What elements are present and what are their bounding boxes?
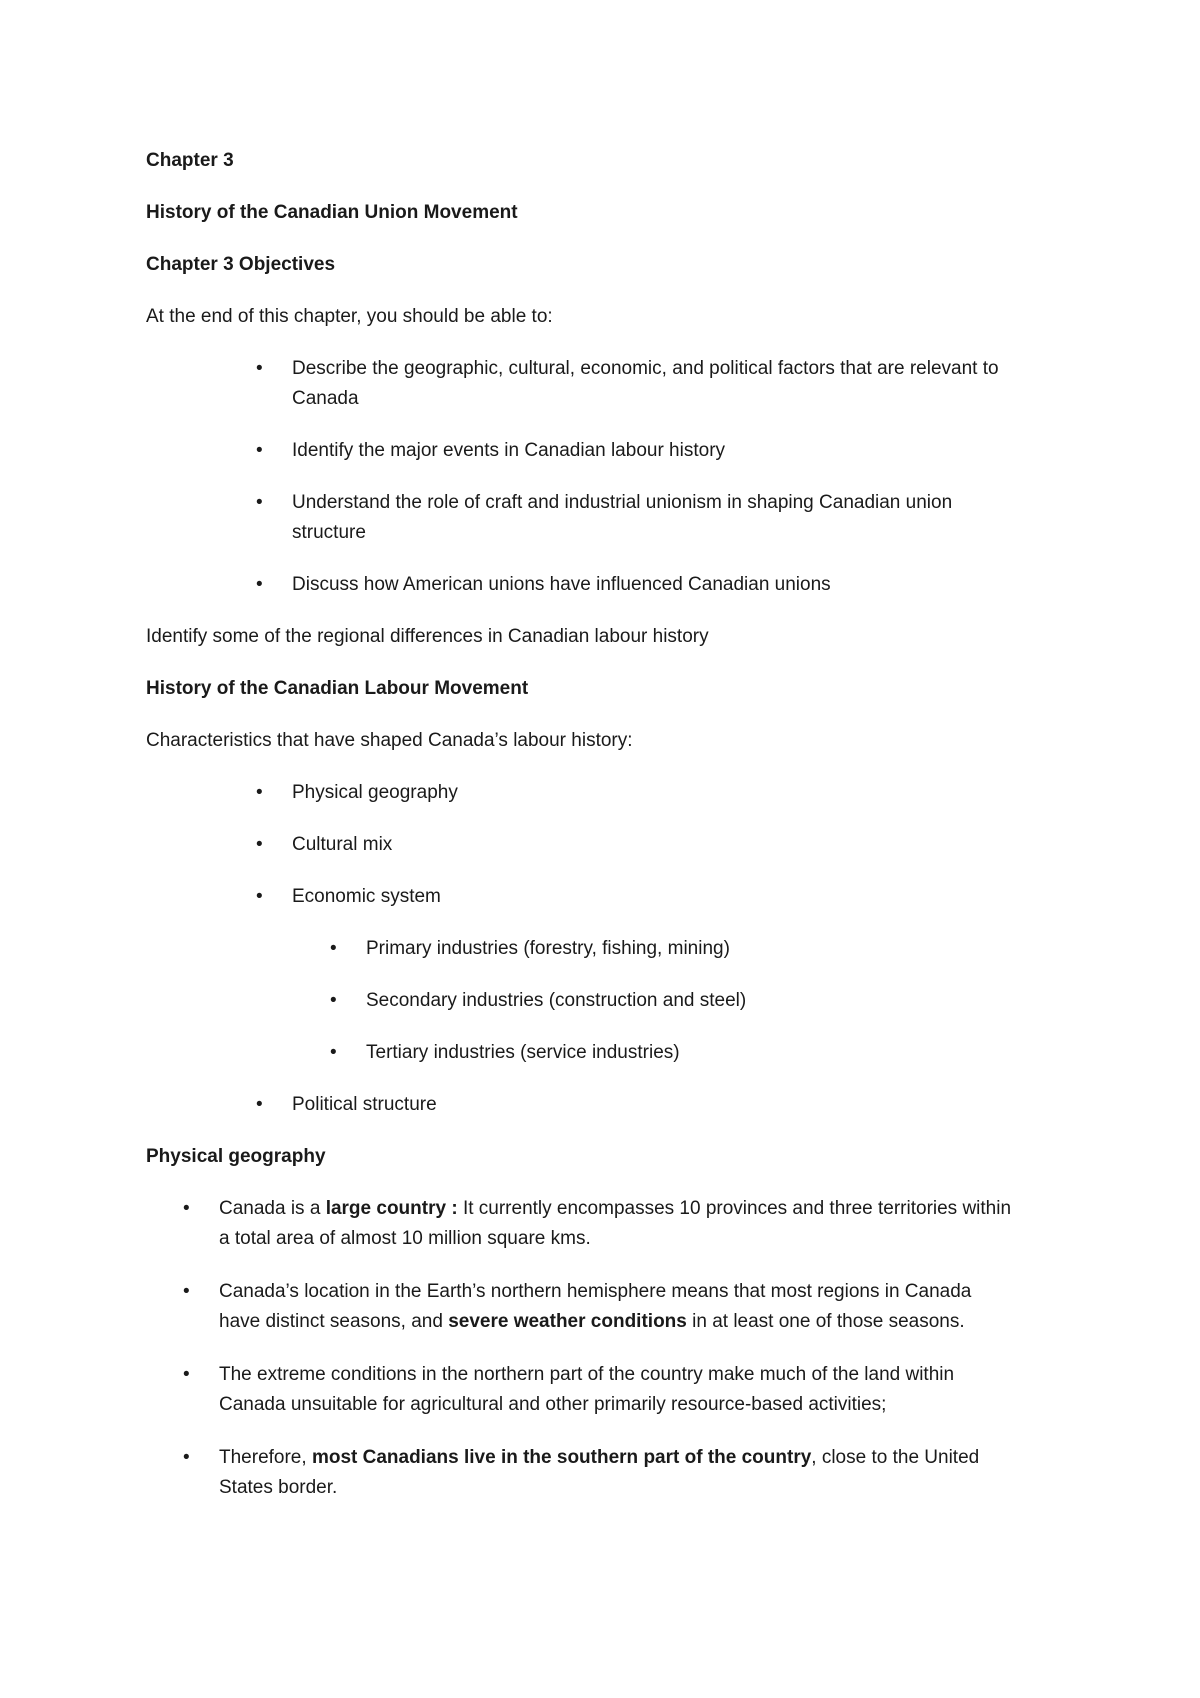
physical-point-2-line2	[219, 1306, 965, 1337]
physical-point-1-line1	[219, 1193, 1011, 1224]
bullet-icon: •	[330, 990, 337, 1011]
text-span: have distinct seasons, and	[219, 1311, 449, 1332]
economic-sub-primary: Primary industries (forestry, fishing, mining)	[366, 938, 730, 959]
text-span: in at least one of those seasons.	[686, 1311, 965, 1332]
bullet-icon: •	[256, 782, 263, 803]
bullet-icon: •	[183, 1447, 190, 1468]
physical-point-4-line1	[219, 1442, 979, 1473]
bullet-icon: •	[256, 834, 263, 855]
text-span: , close to the United	[811, 1447, 980, 1468]
bold-phrase: severe weather conditions	[448, 1311, 687, 1332]
physical-point-3-line2: Canada unsuitable for agricultural and other primarily resource-based activities;	[219, 1394, 887, 1415]
text-span: Therefore,	[219, 1447, 312, 1468]
physical-point-1-line2: a total area of almost 10 million square kms.	[219, 1228, 591, 1249]
regional-note: Identify some of the regional differences in Canadian labour history	[146, 626, 709, 647]
page-title: History of the Canadian Union Movement	[146, 202, 518, 223]
bold-phrase: large country :	[325, 1198, 458, 1219]
characteristic-physical: Physical geography	[292, 782, 458, 803]
physical-geography-heading: Physical geography	[146, 1146, 326, 1167]
bullet-icon: •	[330, 1042, 337, 1063]
objective-item-1-line1: Describe the geographic, cultural, economic, and political factors that are relevant to	[292, 358, 999, 379]
bullet-icon: •	[183, 1198, 190, 1219]
bullet-icon: •	[183, 1364, 190, 1385]
objective-item-3-line2: structure	[292, 522, 366, 543]
bullet-icon: •	[256, 886, 263, 907]
characteristic-economic: Economic system	[292, 886, 441, 907]
bullet-icon: •	[256, 358, 263, 379]
bullet-icon: •	[256, 492, 263, 513]
chapter-label: Chapter 3	[146, 150, 234, 171]
movement-heading: History of the Canadian Labour Movement	[146, 678, 529, 699]
bullet-icon: •	[256, 440, 263, 461]
physical-point-4-line2: States border.	[219, 1477, 338, 1498]
characteristic-political: Political structure	[292, 1094, 437, 1115]
economic-sub-tertiary: Tertiary industries (service industries)	[366, 1042, 680, 1063]
bullet-icon: •	[183, 1281, 190, 1302]
bullet-icon: •	[256, 574, 263, 595]
objective-item-4: Discuss how American unions have influenced Canadian unions	[292, 574, 831, 595]
bullet-icon: •	[256, 1094, 263, 1115]
bold-phrase: most Canadians live in the southern part of the country	[311, 1447, 812, 1468]
text-span: It currently encompasses 10 provinces and three territories within	[457, 1198, 1012, 1219]
objectives-heading: Chapter 3 Objectives	[146, 254, 336, 275]
objective-item-1-line2: Canada	[292, 388, 359, 409]
physical-point-3-line1: The extreme conditions in the northern part of the country make much of the land within	[219, 1364, 955, 1385]
objective-item-2: Identify the major events in Canadian labour history	[292, 440, 726, 461]
bullet-icon: •	[330, 938, 337, 959]
text-span: Canada is a	[219, 1198, 326, 1219]
economic-sub-secondary: Secondary industries (construction and steel)	[366, 990, 747, 1011]
physical-point-2-line1: Canada’s location in the Earth’s northern hemisphere means that most regions in Canada	[219, 1281, 972, 1302]
objectives-intro: At the end of this chapter, you should be able to:	[146, 306, 553, 327]
characteristic-cultural: Cultural mix	[292, 834, 393, 855]
objective-item-3-line1: Understand the role of craft and industrial unionism in shaping Canadian union	[292, 492, 953, 513]
characteristics-intro: Characteristics that have shaped Canada’s labour history:	[146, 730, 633, 751]
